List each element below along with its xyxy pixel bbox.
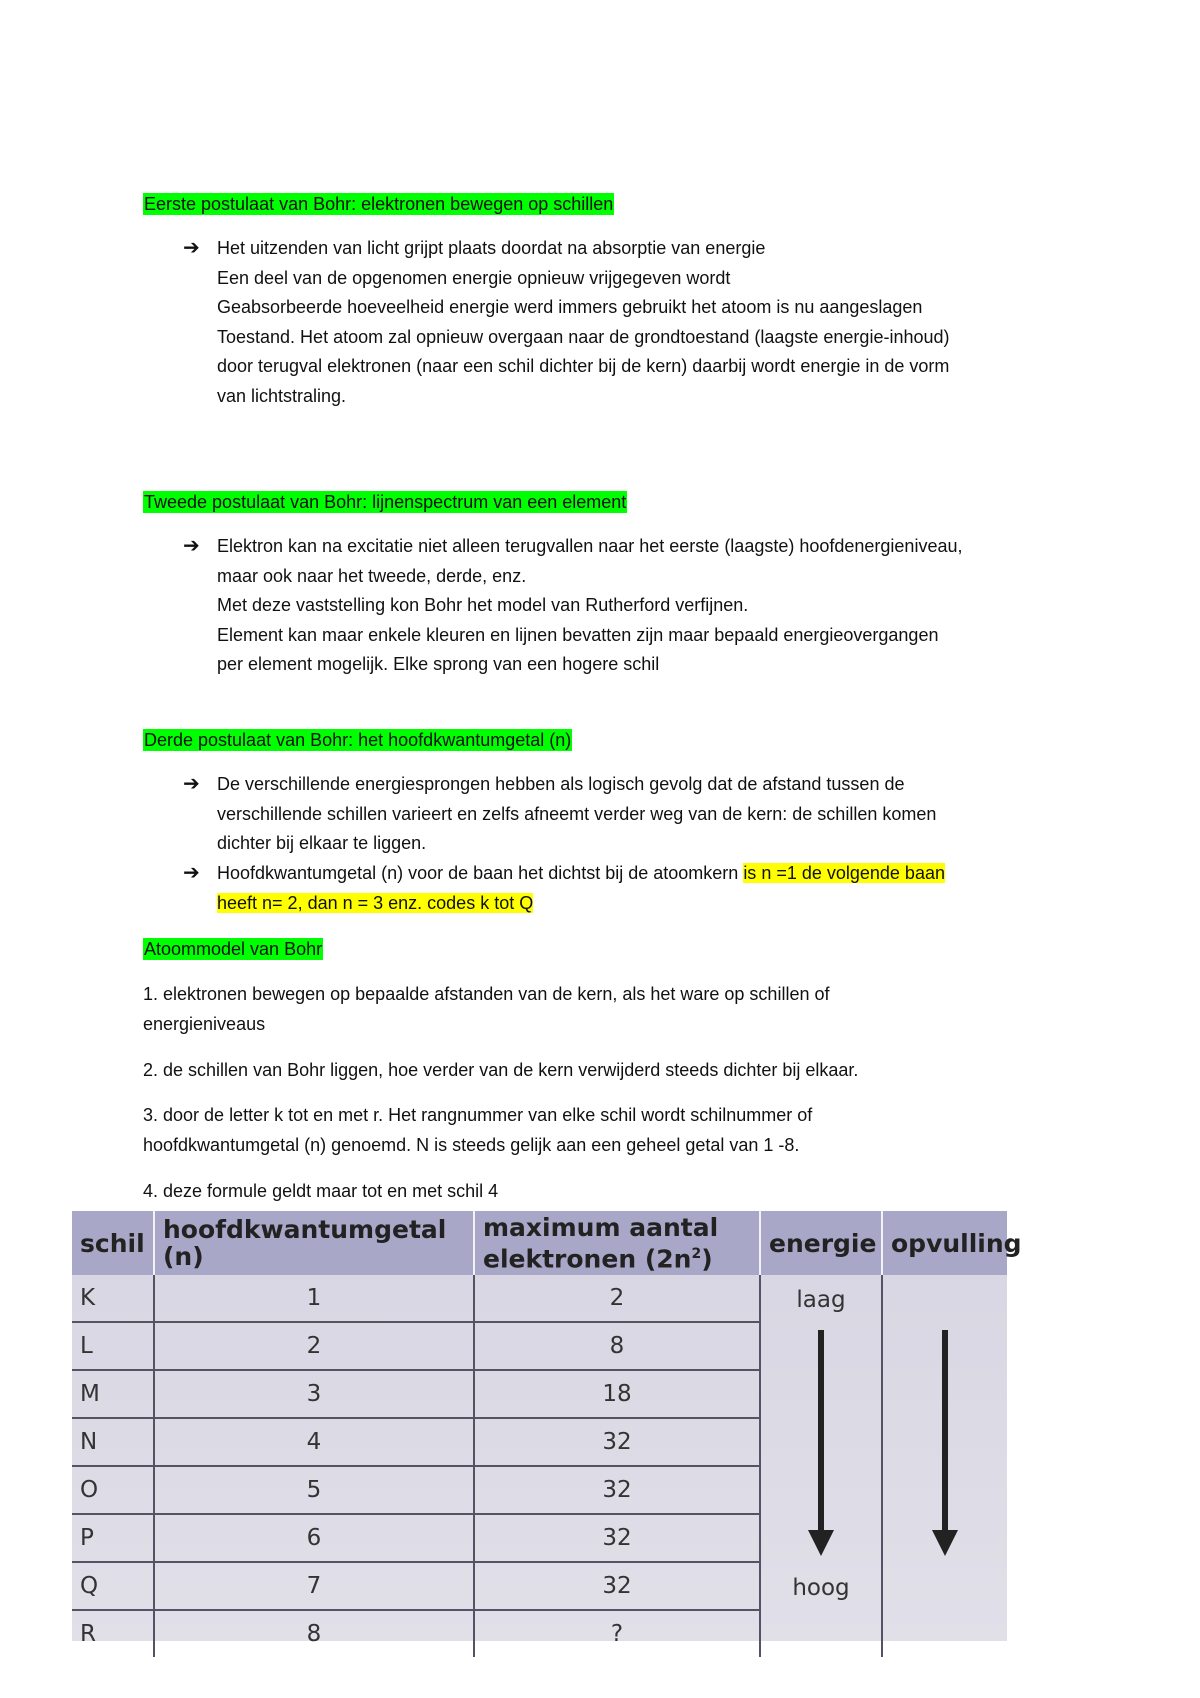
table-row: M 3 18 [72, 1370, 1007, 1418]
header-schil: schil [72, 1211, 154, 1275]
list-item: 4. deze formule geldt maar tot en met schil 4 [143, 1181, 499, 1201]
energy-column [760, 1275, 882, 1657]
arrow-right-icon: ➔ [183, 535, 200, 557]
header-opvulling: opvulling [882, 1211, 1007, 1275]
heading-atom-model: Atoommodel van Bohr [144, 939, 323, 959]
header-max: maximum aantal elektronen $(2n^2)$ [474, 1211, 760, 1275]
bohr-shell-table [72, 1211, 1022, 1657]
energy-low-label: laag [796, 1287, 846, 1313]
table-row: R 8 ? [72, 1610, 1007, 1657]
energy-high-label: hoog [792, 1575, 850, 1601]
first-postulate-bullet [183, 234, 1083, 411]
list-item: 3. door de letter k tot en met r. Het rangnummer van elke schil wordt schilnummer of hoofdkwantumgetal (n) genoemd. N is steeds gelijk aan een geheel getal van 1 -8. [143, 1105, 813, 1155]
table-header-row [72, 1211, 1007, 1275]
header-energie: energie [760, 1211, 882, 1275]
arrow-down-icon [806, 1330, 836, 1560]
third-postulate-text-1: De verschillende energiesprongen hebben als logisch gevolg dat de afstand tussen de verschillende schillen varieert en zelfs afneemt verder weg van de kern: de schillen komen dichter bij elkaar te liggen. [217, 774, 937, 853]
second-postulate-bullet [183, 532, 1083, 680]
table-row: L 2 8 [72, 1322, 1007, 1370]
first-postulate-text: Het uitzenden van licht grijpt plaats doordat na absorptie van energie Een deel van de opgenomen energie opnieuw vrijgegeven wordt Geabsorbeerde hoeveelheid energie werd immers gebruikt het atoom is nu aangeslagen Toestand. Het atoom zal opnieuw overgaan naar de grondtoestand (laagste energie-inhoud) door terugval elektronen (naar een schil dichter bij de kern) daarbij wordt energie in de vorm van lichtstraling. [217, 238, 950, 406]
header-n: hoofdkwantumgetal (n) [154, 1211, 474, 1275]
bohr-shell-table-photo [72, 1211, 1022, 1647]
opvulling-column [882, 1275, 1007, 1657]
third-postulate-text-2: Hoofdkwantumgetal (n) voor de baan het dichtst bij de atoomkern is n =1 de volgende baan heeft n= 2, dan n = 3 enz. codes k tot Q [217, 863, 945, 913]
list-item: 2. de schillen van Bohr liggen, hoe verder van de kern verwijderd steeds dichter bij elkaar. [143, 1060, 859, 1080]
third-postulate-bullet-2 [183, 859, 1083, 918]
table-row: O 5 32 [72, 1466, 1007, 1514]
table-row: P 6 32 [72, 1514, 1007, 1562]
table-row: N 4 32 [72, 1418, 1007, 1466]
table-row: Q 7 32 [72, 1562, 1007, 1610]
table-row: K 1 2 laag hoog [72, 1275, 1007, 1322]
heading-second-postulate: Tweede postulaat van Bohr: lijnenspectrum van een element [144, 492, 627, 512]
heading-third-postulate: Derde postulaat van Bohr: het hoofdkwantumgetal (n) [144, 730, 572, 750]
arrow-right-icon: ➔ [183, 773, 200, 795]
second-postulate-text: Elektron kan na excitatie niet alleen terugvallen naar het eerste (laagste) hoofdenergieniveau, maar ook naar het tweede, derde, enz. Met deze vaststelling kon Bohr het model van Rutherford verfijnen. Element kan maar enkele kleuren en lijnen bevatten zijn maar bepaald energieovergangen per element mogelijk. Elke sprong van een hogere schil [217, 536, 963, 674]
third-postulate-bullet-1 [183, 770, 1083, 859]
list-item: 1. elektronen bewegen op bepaalde afstanden van de kern, als het ware op schillen of energieniveaus [143, 984, 830, 1034]
arrow-right-icon: ➔ [183, 862, 200, 884]
arrow-down-icon [930, 1330, 960, 1560]
heading-first-postulate: Eerste postulaat van Bohr: elektronen bewegen op schillen [144, 194, 614, 214]
arrow-right-icon: ➔ [183, 237, 200, 259]
